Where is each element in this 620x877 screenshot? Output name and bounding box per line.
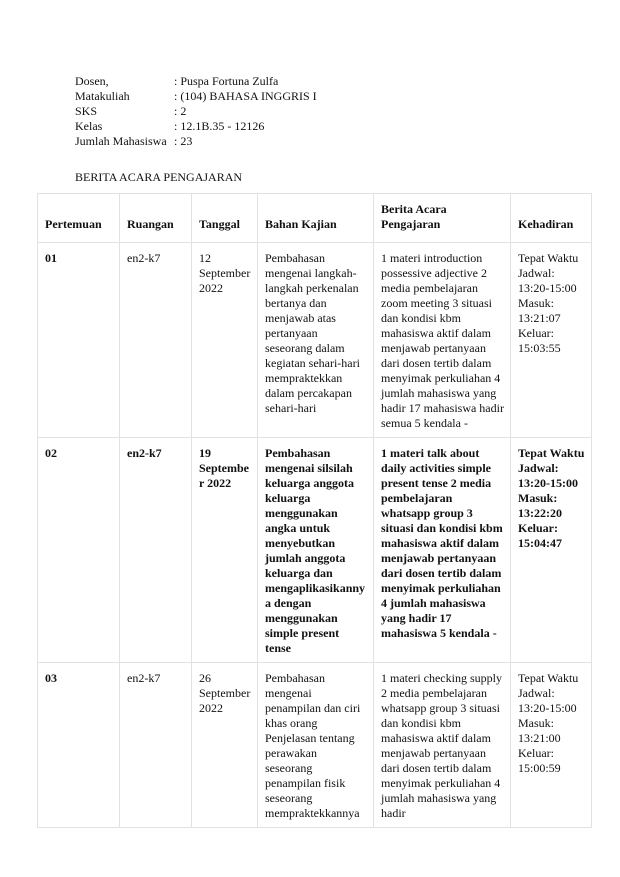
kehadiran-status: Tepat Waktu xyxy=(518,446,585,460)
cell-bahan-kajian: Pembahasan mengenai silsilah keluarga anggota keluarga menggunakan angka untuk menyebutkan jumlah anggota keluarga dan mengaplikasikannya dengan menggunakan simple present tense xyxy=(258,438,374,663)
cell-berita-acara: 1 materi introduction possessive adjective 2 media pembelajaran zoom meeting 3 situasi dan kondisi kbm mahasiswa aktif dalam menjawab pertanyaan dari dosen tertib dalam menyimak perkuliahan 4 jumlah mahasiswa yang hadir 17 mahasiswa hadir semua 5 kendala - xyxy=(374,243,511,438)
cell-kehadiran xyxy=(511,243,592,438)
kehadiran-masuk: Masuk: 13:21:00 xyxy=(518,716,561,745)
kehadiran-jadwal: Jadwal: 13:20-15:00 xyxy=(518,686,577,715)
info-row-sks xyxy=(75,104,317,119)
info-row-kelas xyxy=(75,119,317,134)
table-row xyxy=(38,243,592,438)
section-title: BERITA ACARA PENGAJARAN xyxy=(75,170,243,184)
kehadiran-jadwal: Jadwal: 13:20-15:00 xyxy=(518,266,577,295)
cell-pertemuan: 01 xyxy=(38,243,120,438)
cell-kehadiran xyxy=(511,438,592,663)
cell-ruangan: en2-k7 xyxy=(120,243,192,438)
kehadiran-masuk: Masuk: 13:21:07 xyxy=(518,296,561,325)
cell-berita-acara: 1 materi checking supply 2 media pembelajaran whatsapp group 3 situasi dan kondisi kbm mahasiswa aktif dalam menjawab pertanyaan dari dosen tertib dalam menyimak perkuliahan 4 jumlah mahasiswa yang hadir xyxy=(374,663,511,828)
info-row-dosen xyxy=(75,74,317,89)
cell-bahan-kajian: Pembahasan mengenai penampilan dan ciri khas orang Penjelasan tentang perawakan seseorang penampilan fisik seseorang mempraktekkannya xyxy=(258,663,374,828)
info-label: SKS xyxy=(75,104,98,118)
cell-bahan-kajian: Pembahasan mengenai langkah-langkah perkenalan bertanya dan menjawab atas pertanyaan seseorang dalam kegiatan sehari-hari mempraktekkan dalam percakapan sehari-hari xyxy=(258,243,374,438)
kehadiran-keluar: Keluar: 15:00:59 xyxy=(518,746,561,775)
cell-pertemuan: 02 xyxy=(38,438,120,663)
column-header-bahan-kajian: Bahan Kajian xyxy=(258,194,374,243)
kehadiran-masuk: Masuk: 13:22:20 xyxy=(518,491,562,520)
info-value: : 23 xyxy=(174,134,193,148)
info-value: : (104) BAHASA INGGRIS I xyxy=(174,89,317,103)
info-value: : 2 xyxy=(174,104,187,118)
info-label: Dosen, xyxy=(75,74,109,88)
column-header-pertemuan: Pertemuan xyxy=(38,194,120,243)
cell-pertemuan: 03 xyxy=(38,663,120,828)
info-label: Jumlah Mahasiswa xyxy=(75,134,167,148)
cell-berita-acara: 1 materi talk about daily activities simple present tense 2 media pembelajaran whatsapp group 3 situasi dan kondisi kbm mahasiswa aktif dalam menjawab pertanyaan dari dosen tertib dalam menyimak perkuliahan 4 jumlah mahasiswa yang hadir 17 mahasiswa 5 kendala - xyxy=(374,438,511,663)
cell-kehadiran xyxy=(511,663,592,828)
teaching-report-table xyxy=(37,193,592,828)
column-header-tanggal: Tanggal xyxy=(192,194,258,243)
course-info xyxy=(75,74,317,149)
cell-ruangan: en2-k7 xyxy=(120,438,192,663)
cell-tanggal: 19 September 2022 xyxy=(192,438,258,663)
column-header-ruangan: Ruangan xyxy=(120,194,192,243)
kehadiran-keluar: Keluar: 15:03:55 xyxy=(518,326,561,355)
cell-ruangan: en2-k7 xyxy=(120,663,192,828)
column-header-kehadiran: Kehadiran xyxy=(511,194,592,243)
info-label: Matakuliah xyxy=(75,89,130,103)
info-row-matakuliah xyxy=(75,89,317,104)
kehadiran-status: Tepat Waktu xyxy=(518,671,579,685)
kehadiran-status: Tepat Waktu xyxy=(518,251,579,265)
info-label: Kelas xyxy=(75,119,103,133)
info-value: : Puspa Fortuna Zulfa xyxy=(174,74,279,88)
info-value: : 12.1B.35 - 12126 xyxy=(174,119,265,133)
kehadiran-keluar: Keluar: 15:04:47 xyxy=(518,521,562,550)
info-row-jumlah-mahasiswa xyxy=(75,134,317,149)
teaching-report-table-wrapper xyxy=(37,193,591,828)
kehadiran-jadwal: Jadwal: 13:20-15:00 xyxy=(518,461,578,490)
table-header-row xyxy=(38,194,592,243)
column-header-berita-acara: Berita Acara Pengajaran xyxy=(374,194,511,243)
table-row xyxy=(38,663,592,828)
cell-tanggal: 12 September 2022 xyxy=(192,243,258,438)
cell-tanggal: 26 September 2022 xyxy=(192,663,258,828)
table-row xyxy=(38,438,592,663)
